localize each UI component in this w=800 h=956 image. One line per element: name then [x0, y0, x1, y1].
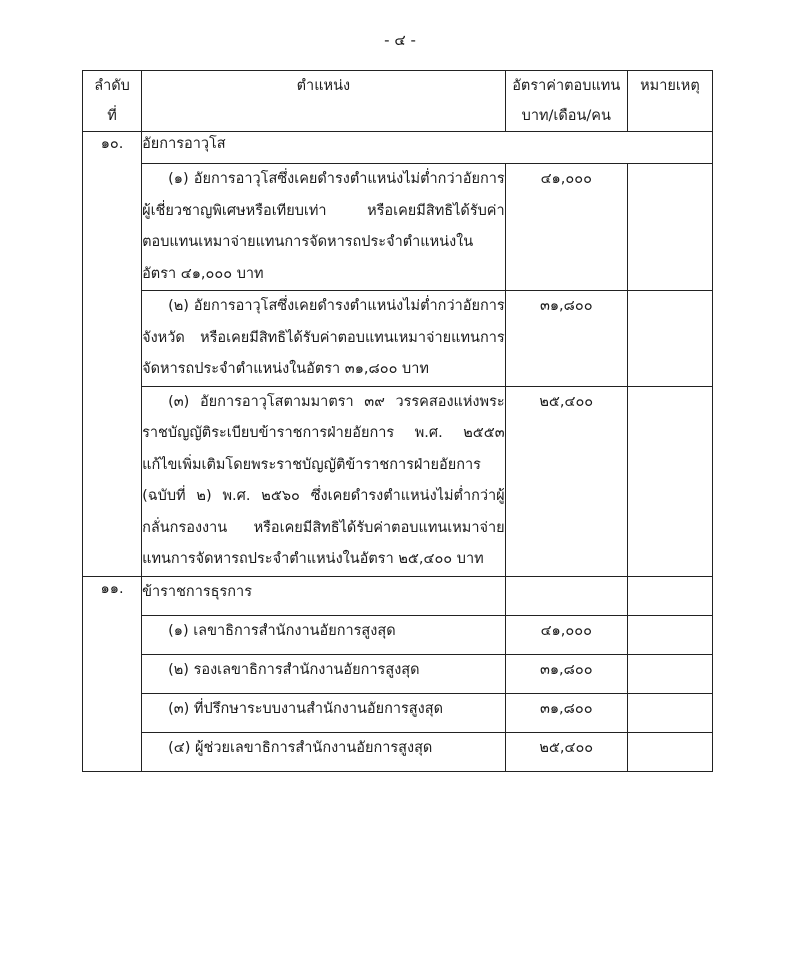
section-row	[83, 576, 713, 615]
remarks-cell	[627, 291, 712, 387]
position-text: (๔) ผู้ช่วยเลขาธิการสำนักงานอัยการสูงสุด	[168, 739, 433, 756]
rate-cell: ๓๑,๘๐๐	[505, 291, 627, 387]
compensation-table	[82, 70, 713, 772]
position-cell	[142, 164, 506, 291]
position-cell	[142, 693, 506, 732]
rate-cell	[505, 576, 627, 615]
table-row	[83, 291, 713, 387]
rate-cell: ๓๑,๘๐๐	[505, 654, 627, 693]
table-row	[83, 164, 713, 291]
table-row	[83, 654, 713, 693]
header-order-label-2: ที่	[107, 108, 117, 124]
table-header-row	[83, 71, 713, 132]
table-row	[83, 386, 713, 576]
rate-cell: ๔๑,๐๐๐	[505, 615, 627, 654]
section-title: อัยการอาวุโส	[142, 132, 713, 164]
section-number: ๑๐.	[83, 132, 142, 577]
remarks-cell	[627, 576, 712, 615]
remarks-cell	[627, 732, 712, 771]
rate-cell: ๔๑,๐๐๐	[505, 164, 627, 291]
table-row	[83, 615, 713, 654]
header-remarks	[627, 71, 712, 132]
remarks-cell	[627, 386, 712, 576]
position-cell	[142, 732, 506, 771]
remarks-cell	[627, 654, 712, 693]
header-rate	[505, 71, 627, 132]
section-title: ข้าราชการธุรการ	[142, 576, 506, 615]
position-text: (๓) ที่ปรึกษาระบบงานสำนักงานอัยการสูงสุด	[168, 700, 444, 717]
rate-cell: ๒๕,๔๐๐	[505, 732, 627, 771]
position-text: (๓) อัยการอาวุโสตามมาตรา ๓๙ วรรคสองแห่งพระราชบัญญัติระเบียบข้าราชการฝ่ายอัยการ พ.ศ. ๒๕๕๓ แก้ไขเพิ่มเติมโดยพระราชบัญญัติข้าราชการฝ่ายอัยการ (ฉบับที่ ๒) พ.ศ. ๒๕๖๐ ซึ่งเคยดำรงตำแหน่งไม่ต่ำกว่าผู้กลั่นกรองงาน หรือเคยมีสิทธิได้รับค่าตอบแทนเหมาจ่ายแทนการจัดหารถประจำตำแหน่งในอัตรา ๒๕,๔๐๐ บาท	[142, 393, 505, 567]
header-order-number	[83, 71, 142, 132]
position-text: (๒) อัยการอาวุโสซึ่งเคยดำรงตำแหน่งไม่ต่ำกว่าอัยการจังหวัด หรือเคยมีสิทธิได้รับค่าตอบแทนเหมาจ่ายแทนการจัดหารถประจำตำแหน่งในอัตรา ๓๑,๘๐๐ บาท	[142, 298, 505, 377]
table-row	[83, 693, 713, 732]
remarks-cell	[627, 693, 712, 732]
remarks-cell	[627, 164, 712, 291]
header-position	[142, 71, 506, 132]
section-row	[83, 132, 713, 164]
remarks-cell	[627, 615, 712, 654]
rate-cell: ๒๕,๔๐๐	[505, 386, 627, 576]
header-order-label: ลำดับ	[94, 78, 130, 94]
position-text: (๒) รองเลขาธิการสำนักงานอัยการสูงสุด	[168, 661, 420, 678]
position-cell	[142, 386, 506, 576]
position-cell	[142, 615, 506, 654]
table-row	[83, 732, 713, 771]
page-number: - ๔ -	[384, 31, 416, 49]
header-position-label: ตำแหน่ง	[296, 78, 351, 94]
header-rate-label: อัตราค่าตอบแทน	[512, 78, 621, 94]
position-cell	[142, 654, 506, 693]
position-text: (๑) เลขาธิการสำนักงานอัยการสูงสุด	[168, 622, 396, 639]
position-text: (๑) อัยการอาวุโสซึ่งเคยดำรงตำแหน่งไม่ต่ำกว่าอัยการผู้เชี่ยวชาญพิเศษหรือเทียบเท่า หรือเคยมีสิทธิได้รับค่าตอบแทนเหมาจ่ายแทนการจัดหารถประจำตำแหน่งในอัตรา ๔๑,๐๐๐ บาท	[142, 171, 505, 282]
section-number: ๑๑.	[83, 576, 142, 771]
header-rate-unit: บาท/เดือน/คน	[521, 108, 611, 124]
header-remarks-label: หมายเหตุ	[640, 78, 700, 94]
position-cell	[142, 291, 506, 387]
rate-cell: ๓๑,๘๐๐	[505, 693, 627, 732]
